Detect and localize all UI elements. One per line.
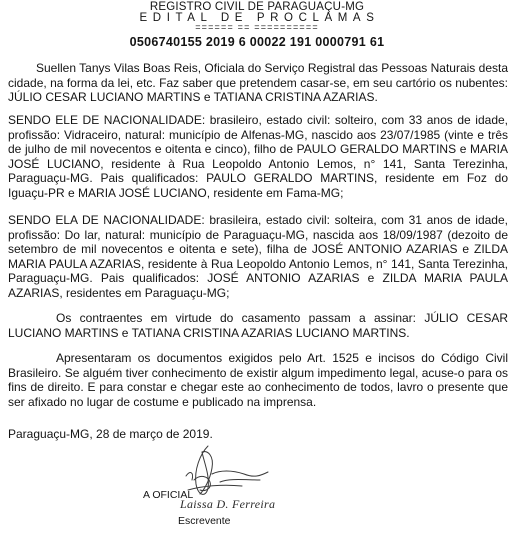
intro-paragraph: Suellen Tanys Vilas Boas Reis, Oficiala do Serviço Registral das Pessoas Naturais desta cidade, na forma da lei, etc. Faz saber que pretendem casar-se, em seu cartório os nubentes: JÚLIO CESAR LUCIANO MARTINS e TATIANA CRISTINA AZARIAS. <box>8 61 508 105</box>
married-names-paragraph: Os contraentes em virtude do casamento passam a assinar: JÚLIO CESAR LUCIANO MARTINS e TATIANA CRISTINA AZARIAS LUCIANO MARTINS. <box>8 311 508 340</box>
signer-title: Escrevente <box>178 515 231 527</box>
date-line: Paraguaçu-MG, 28 de março de 2019. <box>8 427 213 441</box>
bride-paragraph: SENDO ELA DE NACIONALIDADE: brasileira, estado civil: solteira, com 31 anos de idade, profissão: Do lar, natural: município de Paraguaçu-MG, nascida aos 18/09/1987 (dezoito de setembro de mil novecentos e oitenta e sete), filha de JOSÉ ANTONIO AZARIAS e ZILDA MARIA PAULA AZARIAS, residente à Rua Leopoldo Antonio Lemos, n° 141, Santa Terezinha, Paraguaçu-MG. Pais qualificados: JOSÉ ANTONIO AZARIAS e ZILDA MARIA PAULA AZARIAS, residentes em Paraguaçu-MG; <box>8 213 508 300</box>
signer-role: A OFICIAL <box>143 489 194 501</box>
registry-name: REGISTRO CIVIL DE PARAGUAÇU-MG <box>149 1 365 13</box>
protocol-number: 0506740155 2019 6 00022 191 0000791 61 <box>129 35 385 49</box>
groom-paragraph: SENDO ELE DE NACIONALIDADE: brasileiro, estado civil: solteiro, com 33 anos de idade, profissão: Vidraceiro, natural: município de Alfenas-MG, nascido aos 23/07/1985 (vinte e três de julho de mil novecentos e oitenta e cinco), filho de PAULO GERALDO MARTINS e MARIA JOSÉ LUCIANO, residente à Rua Leopoldo Antonio Lemos, n° 141, Santa Terezinha, Paraguaçu-MG. Pais qualificados: PAULO GERALDO MARTINS, residente em Foz do Iguaçu-PR e MARIA JOSÉ LUCIANO, residente em Fama-MG; <box>8 113 508 200</box>
document-title: EDITAL DE PROCLAMAS <box>139 12 380 24</box>
signer-name: Laissa D. Ferreira <box>180 497 276 511</box>
title-underline: ====== == ========== <box>195 22 319 32</box>
documents-paragraph: Apresentaram os documentos exigidos pelo Art. 1525 e incisos do Código Civil Brasileiro. Se alguém tiver conhecimento de existir algum impedimento legal, acuse-o para os fins de direito. E para constar e chegar este ao conhecimento de todos, lavro o presente que ser afixado no lugar de costume e publicado na imprensa. <box>8 351 508 409</box>
